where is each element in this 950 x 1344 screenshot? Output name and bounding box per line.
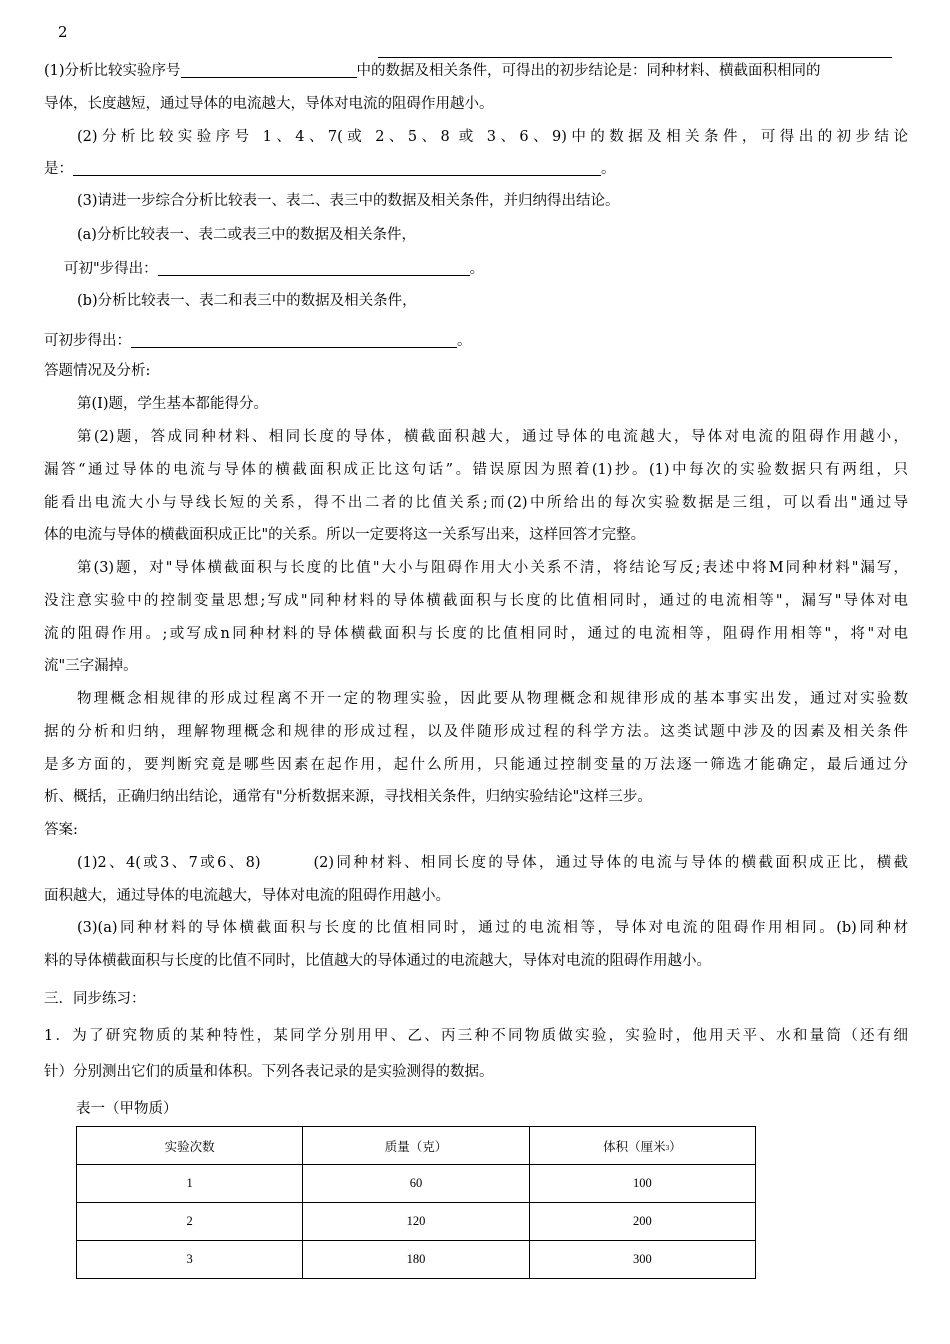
top-rule — [378, 57, 892, 58]
page-number: 2 — [58, 23, 68, 41]
answer-3-l2: 料的导体横截面积与长度的比值不同时，比值越大的导体通过的电流越大，导体对电流的阻碍作用越小。 — [44, 953, 711, 969]
analysis-3-l4: 流"三字漏掉。 — [44, 658, 138, 674]
analysis-3-l2: 没注意实验中的控制变量思想;写成"同种材料的导体横截面积与长度的比值相同时，通过的电流相等"，漏写"导体对电 — [44, 593, 908, 609]
analysis-2-l1: 第(2)题，答成同种材料、相同长度的导体，横截面积越大，通过导体的电流越大，导体对电流的阻碍作用越小， — [77, 429, 908, 445]
q1-suffix: 中的数据及相关条件，可得出的初步结论是：同种材料、横截面积相同的 — [356, 63, 821, 79]
answer-1-l1: (1)2、4(或3、7或6、8) (2)同种材料、相同长度的导体，通过导体的电流与导体的横截面积成正比，横截 — [77, 855, 908, 871]
answer-1-l2: 面积越大，通过导体的电流越大，导体对电流的阻碍作用越小。 — [44, 888, 450, 904]
question-1-line — [44, 60, 908, 82]
table-row — [77, 1165, 756, 1203]
table-cell: 120 — [303, 1203, 529, 1241]
answer-3-l1: (3)(a)同种材料的导体横截面积与长度的比值相同时，通过的电流相等，导体对电流的阻碍作用相同。(b)同种材 — [77, 920, 908, 936]
table-cell: 100 — [529, 1165, 755, 1203]
question-3b-answer-line — [44, 330, 908, 352]
exercise-1-l2: 针）分别测出它们的质量和体积。下列各表记录的是实验测得的数据。 — [44, 1064, 494, 1080]
analysis-1: 第(I)题，学生基本都能得分。 — [77, 396, 269, 412]
q1-prefix: (1)分析比较实验序号 — [44, 63, 181, 79]
answer-title: 答案: — [44, 822, 78, 838]
answer-blank-2[interactable] — [73, 159, 601, 176]
header-cell: 实验次数 — [77, 1127, 303, 1165]
q3b-prefix: 可初步得出： — [44, 333, 131, 349]
paragraph-l2: 据的分析和归纳，理解物理概念和规律的形成过程，以及伴随形成过程的科学方法。这类试题中涉及的因素及相关条件 — [44, 724, 908, 740]
section-heading: 三．同步练习： — [44, 991, 146, 1007]
exercise-1-l1: 1．为了研究物质的某种特性，某同学分别用甲、乙、丙三种不同物质做实验，实验时，他用天平、水和量筒（还有细 — [44, 1028, 908, 1044]
question-2-line: (2)分析比较实验序号 1、4、7(或 2、5、8 或 3、6、9)中的数据及相关条件，可得出的初步结论 — [77, 129, 908, 145]
analysis-title: 答题情况及分析: — [44, 363, 151, 379]
question-3a-line: (a)分析比较表一、表二或表三中的数据及相关条件， — [77, 227, 416, 243]
analysis-2-l4: 体的电流与导体的横截面积成正比"的关系。所以一定要将这一关系写出来，这样回答才完整。 — [44, 527, 646, 543]
analysis-3-l3: 流的阻碍作用。;或写成n同种材料的导体横截面积与长度的比值相同时，通过的电流相等，阻碍作用相等"，将"对电 — [44, 626, 908, 642]
table-cell: 60 — [303, 1165, 529, 1203]
table-cell: 2 — [77, 1203, 303, 1241]
question-2-answer-line — [44, 158, 908, 180]
table-cell: 3 — [77, 1241, 303, 1279]
data-table — [76, 1126, 756, 1279]
paragraph-l4: 析、概括，正确归纳出结论，通常有"分析数据来源，寻找相关条件，归纳实验结论"这样三步。 — [44, 789, 652, 805]
table-header-row — [77, 1127, 756, 1165]
table-cell: 200 — [529, 1203, 755, 1241]
table-cell: 180 — [303, 1241, 529, 1279]
analysis-2-l2: 漏答“通过导体的电流与导体的横截面积成正比这句话”。错误原因为照着(1)抄。(1)中每次的实验数据只有两组，只 — [44, 462, 908, 478]
table-row — [77, 1241, 756, 1279]
paragraph-l3: 是多方面的，要判断究竟是哪些因素在起作用，起什么所用，只能通过控制变量的万法逐一筛选才能确定，最后通过分 — [44, 757, 908, 773]
question-3b-line: (b)分析比较表一、表二和表三中的数据及相关条件， — [77, 293, 417, 309]
table-row — [77, 1203, 756, 1241]
q3a-end: 。 — [469, 261, 485, 277]
table-caption: 表一（甲物质） — [76, 1101, 178, 1117]
answer-blank-1[interactable] — [181, 61, 357, 78]
answer-blank-3b[interactable] — [131, 331, 457, 348]
analysis-3-l1: 第(3)题，对"导体横截面积与长度的比值"大小与阻碍作用大小关系不清，将结论写反;表述中将M同种材料"漏写， — [77, 560, 908, 576]
q2-end: 。 — [601, 161, 616, 177]
question-3-line: (3)请进一步综合分析比较表一、表二、表三中的数据及相关条件，并归纳得出结论。 — [77, 193, 620, 209]
question-1-cont: 导体，长度越短，通过导体的电流越大，导体对电流的阻碍作用越小。 — [44, 96, 494, 112]
header-cell: 体积（厘米$^3$） — [529, 1127, 755, 1165]
question-3a-answer-line — [44, 258, 928, 280]
table-cell: 1 — [77, 1165, 303, 1203]
analysis-2-l3: 能看出电流大小与导线长短的关系，得不出二者的比值关系;而(2)中所给出的每次实验数据是三组，可以看出"通过导 — [44, 495, 908, 511]
q3a-prefix: 可初"步得出： — [64, 261, 158, 277]
table-cell: 300 — [529, 1241, 755, 1279]
q3b-end: 。 — [457, 333, 472, 349]
q2-prefix: 是： — [44, 161, 73, 177]
paragraph-l1: 物理概念相规律的形成过程离不开一定的物理实验，因此要从物理概念和规律形成的基本事实出发，通过对实验数 — [77, 691, 908, 707]
answer-blank-3a[interactable] — [158, 259, 470, 276]
header-cell: 质量（克） — [303, 1127, 529, 1165]
